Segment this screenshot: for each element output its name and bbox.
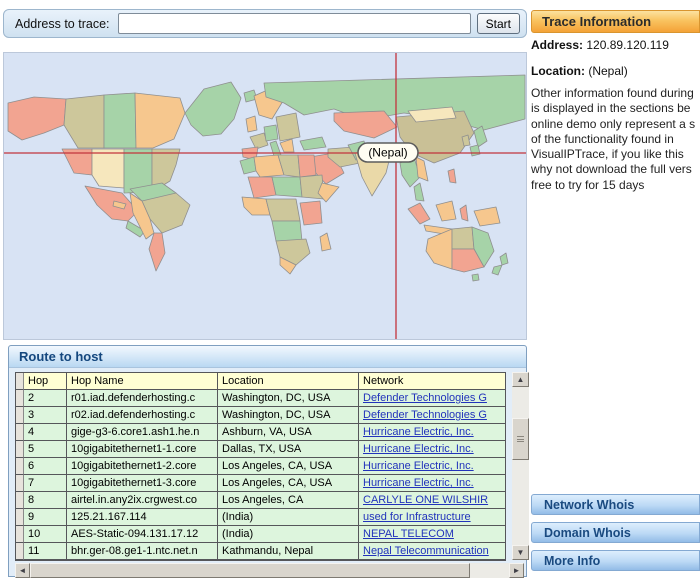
row-header-cell (16, 492, 24, 509)
scroll-up-icon[interactable]: ▲ (512, 372, 529, 387)
hop-name-cell: r02.iad.defenderhosting.c (67, 407, 218, 424)
hop-cell: 4 (24, 424, 67, 441)
hop-name-cell: AES-Static-094.131.17.12 (67, 526, 218, 543)
accordion-more-info[interactable] (531, 550, 700, 571)
demo-description (531, 86, 700, 193)
address-input[interactable] (118, 13, 471, 34)
location-cell: Kathmandu, Nepal (218, 543, 359, 560)
description-line: online demo only represent a s (531, 116, 696, 131)
hop-cell: 7 (24, 475, 67, 492)
row-header-cell (16, 441, 24, 458)
location-cell: Los Angeles, CA (218, 492, 359, 509)
table-header-row (16, 373, 505, 390)
location-cell: Washington, DC, USA (218, 407, 359, 424)
network-link[interactable]: CARLYLE ONE WILSHIR (363, 494, 489, 506)
hop-cell: 11 (24, 543, 67, 560)
row-header-cell (16, 373, 24, 390)
table-row[interactable] (16, 390, 505, 407)
scroll-down-icon[interactable]: ▼ (512, 545, 529, 560)
hop-cell: 6 (24, 458, 67, 475)
location-cell: Los Angeles, CA, USA (218, 475, 359, 492)
row-header-cell (16, 526, 24, 543)
table-row[interactable] (16, 509, 505, 526)
start-button[interactable]: Start (477, 13, 520, 34)
world-landmasses (8, 75, 525, 281)
location-cell: Washington, DC, USA (218, 390, 359, 407)
address-value: 120.89.120.119 (586, 38, 669, 52)
column-header-hop-name[interactable]: Hop Name (67, 373, 218, 390)
hop-name-cell: gige-g3-6.core1.ash1.he.n (67, 424, 218, 441)
accordion-label: More Info (544, 553, 601, 568)
row-header-cell (16, 390, 24, 407)
table-row[interactable] (16, 475, 505, 492)
hop-name-cell: r01.iad.defenderhosting.c (67, 390, 218, 407)
row-header-cell (16, 475, 24, 492)
route-panel-header (9, 346, 526, 368)
hop-cell: 2 (24, 390, 67, 407)
location-row (531, 64, 700, 79)
trace-information-header[interactable] (531, 10, 700, 33)
hop-name-cell: 10gigabitethernet1-2.core (67, 458, 218, 475)
hop-name-cell: 10gigabitethernet1-1.core (67, 441, 218, 458)
network-link[interactable]: Defender Technologies G (363, 409, 487, 421)
table-row[interactable] (16, 543, 505, 560)
network-link[interactable]: Hurricane Electric, Inc. (363, 443, 474, 455)
scroll-right-icon[interactable]: ► (509, 563, 524, 578)
hop-table (15, 372, 506, 561)
world-map[interactable] (3, 52, 527, 340)
network-link[interactable]: NEPAL TELECOM (363, 528, 454, 540)
accordion-label: Network Whois (544, 497, 635, 512)
row-header-cell (16, 509, 24, 526)
network-link[interactable]: Hurricane Electric, Inc. (363, 460, 474, 472)
description-line: VisualIPTrace, if you like this (531, 147, 684, 162)
description-line: free to try for 15 days (531, 177, 645, 192)
hop-cell: 3 (24, 407, 67, 424)
hop-cell: 9 (24, 509, 67, 526)
address-row (531, 38, 700, 53)
network-link[interactable]: Nepal Telecommunication (363, 545, 489, 557)
table-row[interactable] (16, 407, 505, 424)
network-link[interactable]: Defender Technologies G (363, 392, 487, 404)
table-row[interactable] (16, 441, 505, 458)
network-link[interactable]: Hurricane Electric, Inc. (363, 477, 474, 489)
description-line: of the functionality found in (531, 131, 674, 146)
table-row[interactable] (16, 458, 505, 475)
accordion-network-whois[interactable] (531, 494, 700, 515)
location-cell: Los Angeles, CA, USA (218, 458, 359, 475)
location-balloon-label: (Nepal) (368, 145, 408, 160)
column-header-location[interactable]: Location (218, 373, 359, 390)
location-cell: Dallas, TX, USA (218, 441, 359, 458)
hop-cell: 5 (24, 441, 67, 458)
scroll-grip-icon (517, 436, 524, 442)
hop-cell: 8 (24, 492, 67, 509)
scroll-left-icon[interactable]: ◄ (15, 563, 30, 578)
table-row[interactable] (16, 492, 505, 509)
description-line: why not download the full vers (531, 162, 692, 177)
hop-name-cell: bhr.ger-08.ge1-1.ntc.net.n (67, 543, 218, 560)
column-header-hop[interactable]: Hop (24, 373, 67, 390)
location-cell: Ashburn, VA, USA (218, 424, 359, 441)
table-row[interactable] (16, 424, 505, 441)
location-cell: (India) (218, 509, 359, 526)
address-field-label: Address: (531, 38, 584, 52)
world-map-svg (4, 53, 526, 339)
table-row[interactable] (16, 526, 505, 543)
row-header-cell (16, 424, 24, 441)
network-link[interactable]: used for Infrastructure (363, 511, 471, 523)
route-to-host-panel (8, 345, 527, 577)
trace-toolbar (3, 9, 527, 38)
accordion-label: Domain Whois (544, 525, 631, 540)
hop-cell: 10 (24, 526, 67, 543)
description-line: is displayed in the sections be (531, 101, 691, 116)
network-link[interactable]: Hurricane Electric, Inc. (363, 426, 474, 438)
description-line: Other information found during (531, 86, 694, 100)
hop-name-cell: 10gigabitethernet1-3.core (67, 475, 218, 492)
location-cell: (India) (218, 526, 359, 543)
location-field-label: Location: (531, 64, 585, 78)
location-balloon (358, 143, 418, 162)
trace-information-body (531, 38, 700, 90)
column-header-network[interactable]: Network (359, 373, 505, 390)
hop-name-cell: airtel.in.any2ix.crgwest.co (67, 492, 218, 509)
trace-information-title: Trace Information (542, 14, 652, 29)
accordion-domain-whois[interactable] (531, 522, 700, 543)
hop-name-cell: 125.21.167.114 (67, 509, 218, 526)
row-header-cell (16, 543, 24, 560)
route-panel-title: Route to host (19, 349, 103, 364)
row-header-cell (16, 458, 24, 475)
vertical-scroll-thumb[interactable] (512, 418, 529, 460)
table-vertical-scrollbar[interactable] (512, 372, 529, 560)
row-header-cell (16, 407, 24, 424)
address-label: Address to trace: (15, 16, 110, 31)
location-value: (Nepal) (588, 64, 628, 78)
